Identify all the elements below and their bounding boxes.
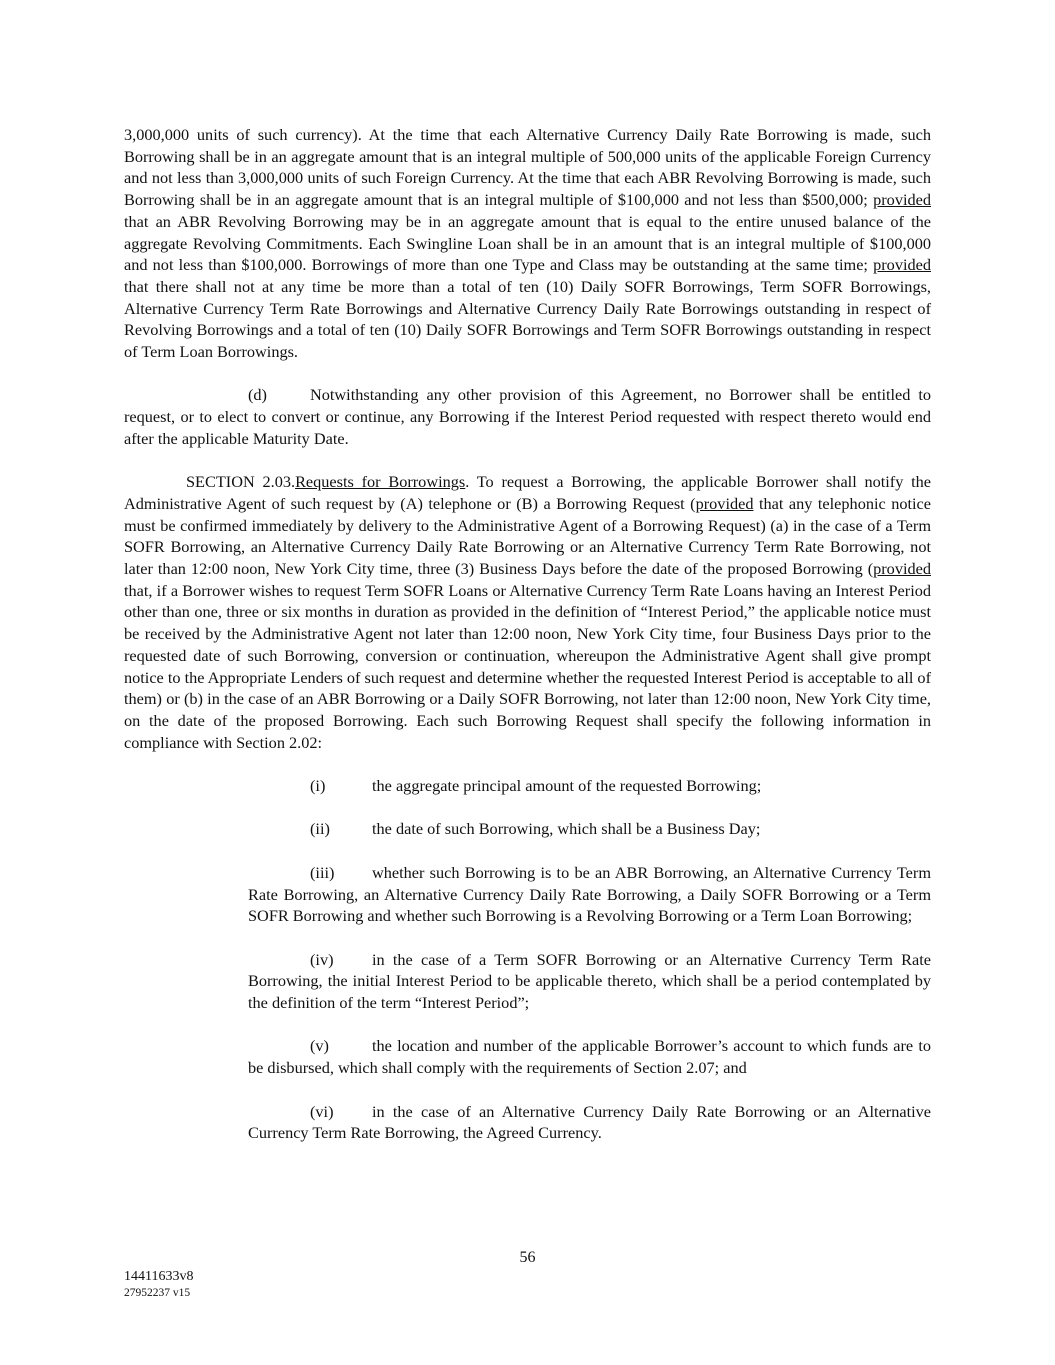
document-id-primary: 14411633v8 <box>124 1269 194 1284</box>
paragraph-d <box>124 384 931 449</box>
document-id-secondary: 27952237 v15 <box>124 1287 191 1299</box>
paragraph-continuation: 3,000,000 units of such currency). At the time that each Alternative Currency Daily Rate Borrowing is made, such Borrowing shall be in an aggregate amount that is an integral multiple of 500,000 units of the applicable Foreign Currency and not less than 3,000,000 units of such Foreign Currency. At the time that each ABR Revolving Borrowing is made, such Borrowing shall be in an aggregate amount that is an integral multiple of $100,000 and not less than $500,000; provided that an ABR Revolving Borrowing may be in an aggregate amount that is equal to the entire unused balance of the aggregate Revolving Commitments. Each Swingline Loan shall be in an amount that is an integral multiple of $100,000 and not less than $100,000. Borrowings of more than one Type and Class may be outstanding at the same time; provided that there shall not at any time be more than a total of ten (10) Daily SOFR Borrowings, Term SOFR Borrowings, Alternative Currency Term Rate Borrowings and Alternative Currency Daily Rate Borrowings outstanding in respect of Revolving Borrowings and a total of ten (10) Daily SOFR Borrowings and Term SOFR Borrowings outstanding in respect of Term Loan Borrowings. <box>124 125 931 362</box>
section-title: Requests for Borrowings <box>295 472 466 492</box>
list-item-iii: (iii) whether such Borrowing is to be an ABR Borrowing, an Alternative Currency Term Rate Borrowing, an Alternative Currency Daily Rate Borrowing, a Daily SOFR Borrowing or a Term SOFR Borrowing and whether such Borrowing is a Revolving Borrowing or a Term Loan Borrowing; <box>248 862 931 926</box>
paragraph-d-text: Notwithstanding any other provision of this Agreement, no Borrower shall be entitled to request, or to elect to convert or continue, any Borrowing if the Interest Period requested with respect thereto would end after the applicable Maturity Date. <box>124 385 931 448</box>
section-2-03: SECTION 2.03.Requests for Borrowings. To request a Borrowing, the applicable Borrower shall notify the Administrative Agent of such request by (A) telephone or (B) a Borrowing Request (provided that any telephonic notice must be confirmed immediately by delivery to the Administrative Agent of a Borrowing Request) (a) in the case of a Term SOFR Borrowing, an Alternative Currency Daily Rate Borrowing or an Alternative Currency Term Rate Borrowing, not later than 12:00 noon, New York City time, three (3) Business Days before the date of the proposed Borrowing (provided that, if a Borrower wishes to request Term SOFR Loans or Alternative Currency Term Rate Loans having an Interest Period other than one, three or six months in duration as provided in the definition of “Interest Period,” the applicable notice must be received by the Administrative Agent not later than 12:00 noon, New York City time, four Business Days prior to the requested date of such Borrowing, conversion or continuation, whereupon the Administrative Agent shall give prompt notice to the Appropriate Lenders of such request and determine whether the requested Interest Period is acceptable to all of them) or (b) in the case of an ABR Borrowing or a Daily SOFR Borrowing, not later than 12:00 noon, New York City time, on the date of the proposed Borrowing. Each such Borrowing Request shall specify the following information in compliance with Section 2.02: <box>124 472 932 752</box>
paragraph-d-label: (d) <box>248 385 267 405</box>
provided-term: provided <box>873 255 931 275</box>
list-item-ii: (ii) the date of such Borrowing, which shall be a Business Day; <box>310 819 761 839</box>
page-number: 56 <box>519 1249 536 1266</box>
list-item-iv: (iv) in the case of a Term SOFR Borrowing or an Alternative Currency Term Rate Borrowing, the initial Interest Period to be applicable thereto, which shall be a period contemplated by the definition of the term “Interest Period”; <box>248 949 931 1013</box>
document-body <box>124 124 931 1166</box>
section-number: SECTION 2.03. <box>186 472 296 492</box>
provided-term: provided <box>695 493 754 513</box>
list-item-v: (v) the location and number of the applicable Borrower’s account to which funds are to be disbursed, which shall comply with the requirements of Section 2.07; and <box>248 1036 931 1078</box>
provided-term: provided <box>873 190 931 210</box>
list-item-vi: (vi) in the case of an Alternative Currency Daily Rate Borrowing or an Alternative Currency Term Rate Borrowing, the Agreed Currency. <box>248 1101 931 1143</box>
list-item-i: (i) the aggregate principal amount of the requested Borrowing; <box>310 776 762 796</box>
provided-term: provided <box>873 559 931 579</box>
